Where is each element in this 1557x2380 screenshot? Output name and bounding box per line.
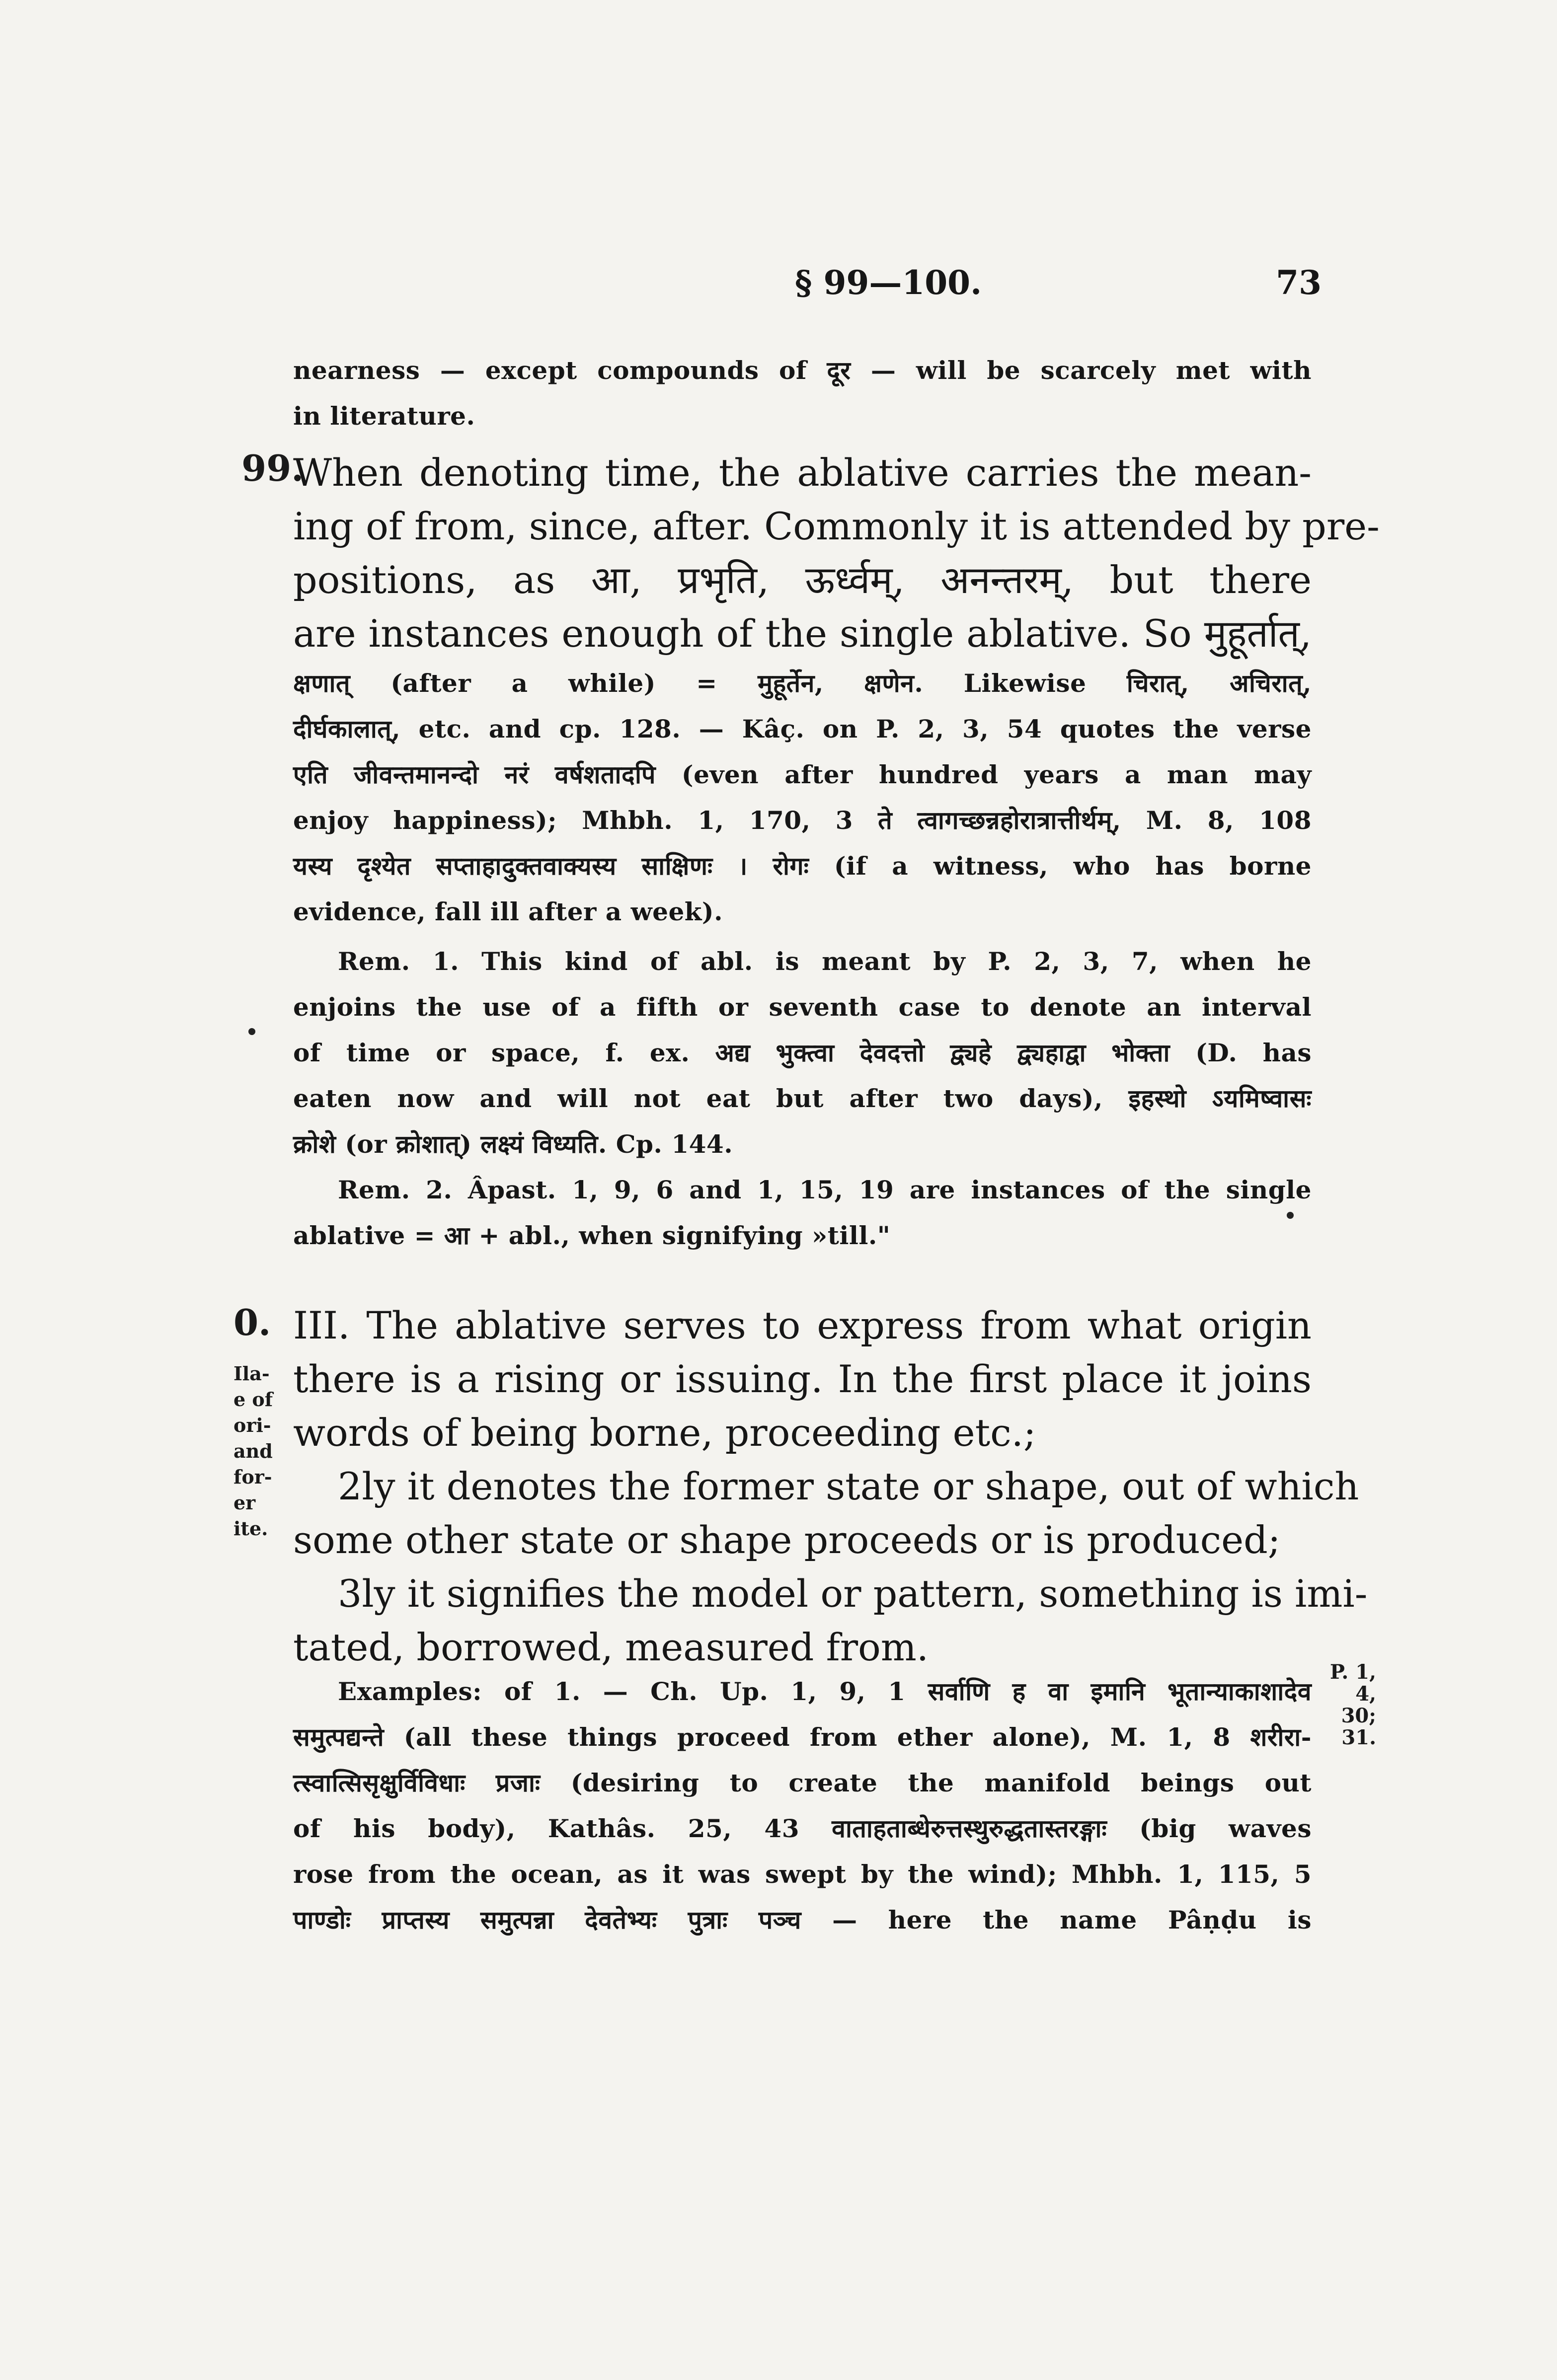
text-line: Rem. 2. Âpast. 1, 9, 6 and 1, 15, 19 are instances of the single [338,1175,1312,1204]
text-line: Rem. 1. This kind of abl. is meant by P. 2, 3, 7, when he [338,947,1312,976]
text-line: पाण्डोः प्राप्तस्य समुत्पन्ना देवतेभ्यः पुत्राः पञ्च — here the name Pâṇḍu is [293,1905,1312,1934]
text-line: ablative = आ + abl., when signifying »till." [293,1221,891,1250]
text-line: nearness — except compounds of दूर — will be scarcely met with [293,356,1312,385]
section-range: § 99—100. [795,263,982,302]
text-line: evidence, fall ill after a week). [293,897,723,926]
text-line: tated, borrowed, measured from. [293,1625,929,1669]
text-line: some other state or shape proceeds or is produced; [293,1518,1281,1562]
text-line: दीर्घकालात्, etc. and cp. 128. — Kâç. on P. 2, 3, 54 quotes the verse [293,714,1312,744]
text-line: 2ly it denotes the former state or shape, out of which [338,1464,1359,1508]
margin-note-line: for- [234,1466,272,1488]
text-line: enjoins the use of a fifth or seventh case to denote an interval [293,992,1312,1022]
text-line: of his body), Kathâs. 25, 43 वाताहताब्धेरुत्तस्थुरुद्धतास्तरङ्गाः (big waves [293,1814,1312,1843]
section-number-100: 0. [234,1301,271,1343]
margin-mark [1287,1212,1294,1219]
text-line: When denoting time, the ablative carries the mean- [293,450,1312,495]
text-line: III. The ablative serves to express from what origin [293,1303,1312,1347]
text-line: in literature. [293,401,475,431]
margin-reference-line: 30; 31. [1341,1704,1376,1749]
section-99-intro [293,446,1380,661]
text-line: त्स्वात्सिसृक्षुर्विविधाः प्रजाः (desiring to create the manifold beings out [293,1768,1312,1797]
remark-2 [293,1167,1312,1259]
running-header [795,263,1322,308]
margin-note [234,1361,288,1542]
text-line: enjoy happiness); Mhbh. 1, 170, 3 ते त्वागच्छन्नहोरात्रात्तीर्थम्, M. 8, 108 [293,806,1312,835]
text-line: एति जीवन्तमानन्दो नरं वर्षशतादपि (even after hundred years a man may [293,760,1312,789]
text-line: are instances enough of the single ablative. So मुहूर्तात्, [293,611,1312,656]
text-line: Examples: of 1. — Ch. Up. 1, 9, 1 सर्वाणि ह वा इमानि भूतान्याकाशादेव [338,1677,1312,1706]
text-line: of time or space, f. ex. अद्य भुक्त्वा देवदत्तो द्व्यहे द्व्यहाद्वा भोक्ता (D. has [293,1038,1312,1067]
margin-note-line: and [234,1440,273,1462]
margin-reference-line: P. 1, 4, [1329,1660,1376,1706]
section-100-intro [293,1299,1368,1674]
margin-reference [1317,1661,1376,1749]
text-line: rose from the ocean, as it was swept by the wind); Mhbh. 1, 115, 5 [293,1859,1312,1889]
page-number: 73 [1276,263,1322,302]
margin-note-line: e of [234,1388,273,1411]
margin-note-line: Ila- [234,1362,270,1385]
text-line: ing of from, since, after. Commonly it is attended by pre- [293,504,1380,548]
margin-mark [248,1028,255,1035]
section-number-99: 99. [241,447,304,489]
text-line: positions, as आ, प्रभृति, ऊर्ध्वम्, अनन्तरम्, but there [293,558,1312,602]
text-line: क्रोशे (or क्रोशात्) लक्ष्यं विध्यति. Cp. 144. [293,1129,733,1159]
margin-note-line: ite. [234,1517,268,1540]
text-line: words of being borne, proceeding etc.; [293,1411,1036,1455]
text-line: eaten now and will not eat but after two days), इहस्थो ऽयमिष्वासः [293,1084,1312,1113]
text-line: there is a rising or issuing. In the first place it joins [293,1357,1312,1401]
section-99-body [293,661,1312,935]
examples [293,1669,1312,1943]
text-line: समुत्पद्यन्ते (all these things proceed from ether alone), M. 1, 8 शरीरा- [293,1722,1312,1752]
margin-note-line: er [234,1491,256,1514]
text-line: 3ly it signifies the model or pattern, something is imi- [338,1571,1368,1616]
margin-note-line: ori- [234,1414,271,1436]
text-line: क्षणात् (after a while) = मुहूर्तेन, क्षणेन. Likewise चिरात्, अचिरात्, [293,669,1312,698]
continuation-paragraph [293,348,1312,439]
remark-1 [293,939,1312,1167]
text-line: यस्य दृश्येत सप्ताहादुक्तवाक्यस्य साक्षिणः । रोगः (if a witness, who has borne [293,851,1312,881]
